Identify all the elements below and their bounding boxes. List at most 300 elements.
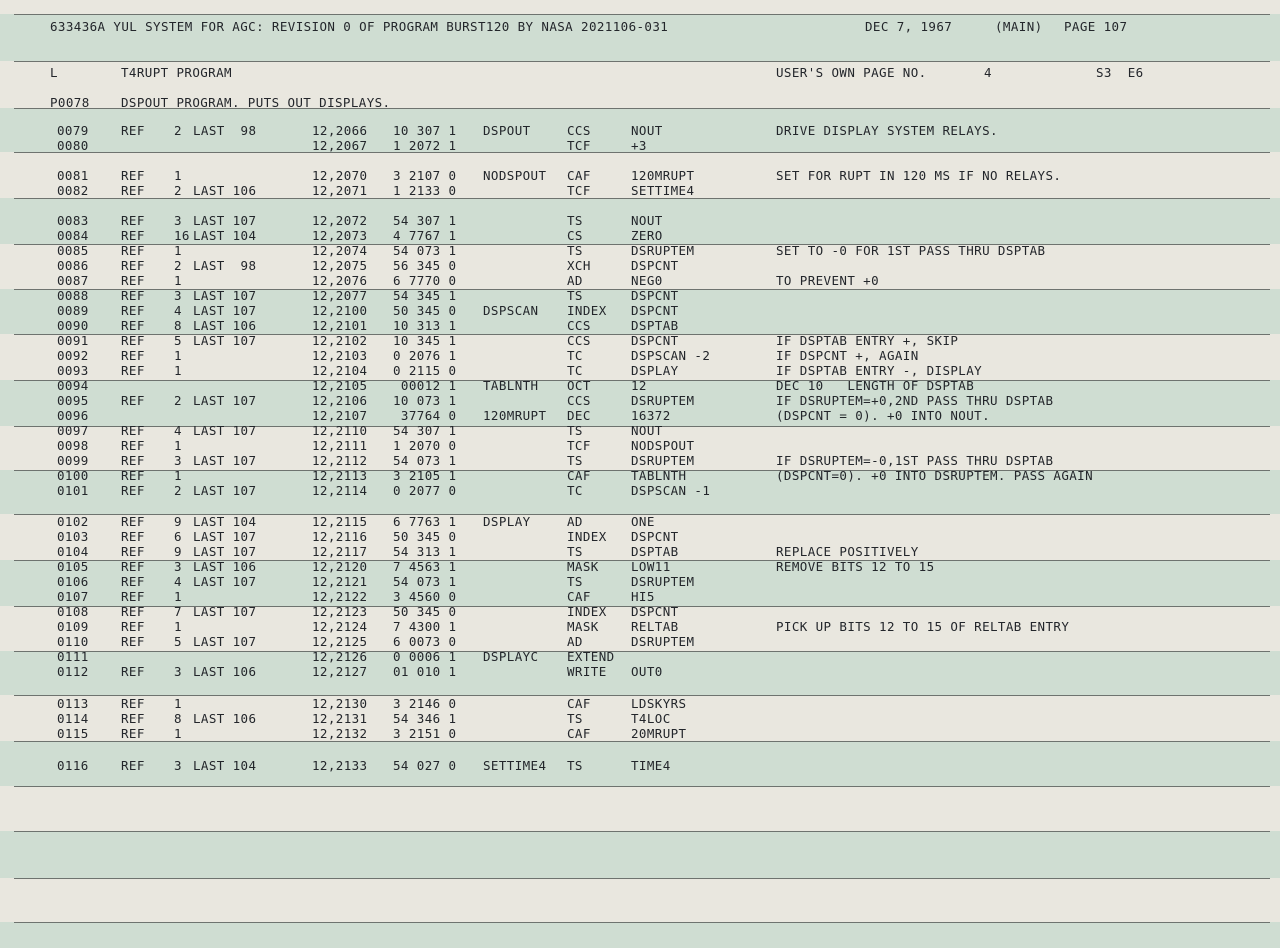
last-ref: LAST 107: [193, 288, 257, 303]
last-ref: LAST 106: [193, 559, 257, 574]
ref-keyword: REF: [121, 318, 145, 333]
ref-count: 4: [174, 423, 182, 438]
octal-word: 1 2072 1: [393, 138, 457, 153]
address: 12,2123: [312, 604, 368, 619]
ref-count: 7: [174, 604, 182, 619]
address: 12,2116: [312, 529, 368, 544]
operand: DSPSCAN -1: [631, 483, 711, 498]
comment: SET TO -0 FOR 1ST PASS THRU DSPTAB: [776, 243, 1046, 258]
opcode: TCF: [567, 138, 591, 153]
operand: NOUT: [631, 123, 663, 138]
line-number: 0116: [57, 758, 89, 773]
comment: DRIVE DISPLAY SYSTEM RELAYS.: [776, 123, 998, 138]
octal-word: 50 345 0: [393, 303, 457, 318]
octal-word: 37764 0: [393, 408, 457, 423]
last-ref: LAST 107: [193, 634, 257, 649]
ref-count: 3: [174, 213, 182, 228]
address: 12,2125: [312, 634, 368, 649]
line-number: 0090: [57, 318, 89, 333]
symbol-label: DSPLAY: [483, 514, 531, 529]
operand: NOUT: [631, 213, 663, 228]
octal-word: 54 073 1: [393, 574, 457, 589]
line-number: 0107: [57, 589, 89, 604]
comment: IF DSPTAB ENTRY +, SKIP: [776, 333, 959, 348]
ref-keyword: REF: [121, 589, 145, 604]
address: 12,2112: [312, 453, 368, 468]
line-number: 0106: [57, 574, 89, 589]
ref-count: 16: [174, 228, 190, 243]
opcode: TC: [567, 363, 583, 378]
operand: DSPCNT: [631, 529, 679, 544]
line-number: 0093: [57, 363, 89, 378]
opcode: CAF: [567, 726, 591, 741]
line-number: 0081: [57, 168, 89, 183]
opcode: AD: [567, 514, 583, 529]
octal-word: 54 313 1: [393, 544, 457, 559]
users-page-number: 4: [984, 65, 992, 80]
ref-keyword: REF: [121, 726, 145, 741]
address: 12,2131: [312, 711, 368, 726]
ref-keyword: REF: [121, 438, 145, 453]
address: 12,2105: [312, 378, 368, 393]
ref-count: 2: [174, 258, 182, 273]
opcode: TS: [567, 574, 583, 589]
symbol-label: TABLNTH: [483, 378, 539, 393]
ref-count: 1: [174, 468, 182, 483]
address: 12,2107: [312, 408, 368, 423]
last-ref: LAST 107: [193, 453, 257, 468]
ref-count: 1: [174, 726, 182, 741]
ref-count: 3: [174, 453, 182, 468]
ref-count: 4: [174, 574, 182, 589]
line-number: 0095: [57, 393, 89, 408]
operand: 120MRUPT: [631, 168, 695, 183]
operand: SETTIME4: [631, 183, 695, 198]
ref-count: 1: [174, 168, 182, 183]
operand: 12: [631, 378, 647, 393]
operand: DSPCNT: [631, 333, 679, 348]
line-number: 0110: [57, 634, 89, 649]
operand: NEG0: [631, 273, 663, 288]
page-number: PAGE 107: [1064, 19, 1128, 34]
line-number: 0084: [57, 228, 89, 243]
comment: IF DSRUPTEM=+0,2ND PASS THRU DSPTAB: [776, 393, 1054, 408]
last-ref: LAST 107: [193, 604, 257, 619]
octal-word: 1 2070 0: [393, 438, 457, 453]
operand: DSPTAB: [631, 544, 679, 559]
ref-keyword: REF: [121, 758, 145, 773]
line-number: 0083: [57, 213, 89, 228]
address: 12,2077: [312, 288, 368, 303]
last-ref: LAST 106: [193, 183, 257, 198]
ref-count: 4: [174, 303, 182, 318]
ref-count: 3: [174, 559, 182, 574]
operand: DSRUPTEM: [631, 574, 695, 589]
opcode: TS: [567, 711, 583, 726]
octal-word: 50 345 0: [393, 529, 457, 544]
address: 12,2127: [312, 664, 368, 679]
operand: DSRUPTEM: [631, 243, 695, 258]
opcode: TS: [567, 544, 583, 559]
ref-keyword: REF: [121, 243, 145, 258]
ref-count: 9: [174, 514, 182, 529]
opcode: TCF: [567, 183, 591, 198]
symbol-label: DSPLAYC: [483, 649, 539, 664]
line-number: 0109: [57, 619, 89, 634]
page-line-id: P0078: [50, 95, 90, 110]
line-number: 0088: [57, 288, 89, 303]
operand: DSRUPTEM: [631, 453, 695, 468]
last-ref: LAST 106: [193, 664, 257, 679]
line-number: 0101: [57, 483, 89, 498]
octal-word: 54 345 1: [393, 288, 457, 303]
line-number: 0091: [57, 333, 89, 348]
last-ref: LAST 106: [193, 318, 257, 333]
last-ref: LAST 104: [193, 228, 257, 243]
line-number: 0099: [57, 453, 89, 468]
last-ref: LAST 107: [193, 303, 257, 318]
listing-date: DEC 7, 1967: [865, 19, 953, 34]
address: 12,2133: [312, 758, 368, 773]
operand: DSRUPTEM: [631, 634, 695, 649]
comment: SET FOR RUPT IN 120 MS IF NO RELAYS.: [776, 168, 1062, 183]
opcode: TS: [567, 213, 583, 228]
line-number: 0112: [57, 664, 89, 679]
operand: +3: [631, 138, 647, 153]
octal-word: 54 307 1: [393, 213, 457, 228]
address: 12,2075: [312, 258, 368, 273]
opcode: CAF: [567, 589, 591, 604]
ref-count: 2: [174, 393, 182, 408]
address: 12,2073: [312, 228, 368, 243]
ref-count: 1: [174, 273, 182, 288]
octal-word: 10 345 1: [393, 333, 457, 348]
octal-word: 00012 1: [393, 378, 457, 393]
line-number: 0087: [57, 273, 89, 288]
ref-count: 5: [174, 634, 182, 649]
opcode: AD: [567, 273, 583, 288]
section-name: T4RUPT PROGRAM: [121, 65, 232, 80]
operand: DSPCNT: [631, 288, 679, 303]
ref-count: 3: [174, 288, 182, 303]
line-number: 0079: [57, 123, 89, 138]
opcode: MASK: [567, 559, 599, 574]
address: 12,2121: [312, 574, 368, 589]
octal-word: 10 313 1: [393, 318, 457, 333]
address: 12,2124: [312, 619, 368, 634]
listing-mode: (MAIN): [995, 19, 1043, 34]
ref-keyword: REF: [121, 468, 145, 483]
address: 12,2120: [312, 559, 368, 574]
ref-keyword: REF: [121, 288, 145, 303]
opcode: CAF: [567, 468, 591, 483]
ref-count: 1: [174, 348, 182, 363]
line-number: 0103: [57, 529, 89, 544]
address: 12,2072: [312, 213, 368, 228]
address: 12,2104: [312, 363, 368, 378]
opcode: CAF: [567, 168, 591, 183]
last-ref: LAST 107: [193, 483, 257, 498]
ref-count: 1: [174, 243, 182, 258]
last-ref: LAST 107: [193, 574, 257, 589]
octal-word: 10 307 1: [393, 123, 457, 138]
last-ref: LAST 106: [193, 711, 257, 726]
ref-keyword: REF: [121, 333, 145, 348]
symbol-label: 120MRUPT: [483, 408, 547, 423]
comment: (DSPCNT = 0). +0 INTO NOUT.: [776, 408, 990, 423]
ref-count: 2: [174, 183, 182, 198]
address: 12,2100: [312, 303, 368, 318]
ref-keyword: REF: [121, 393, 145, 408]
line-number: 0105: [57, 559, 89, 574]
last-ref: LAST 107: [193, 333, 257, 348]
operand: DSPSCAN -2: [631, 348, 711, 363]
ref-keyword: REF: [121, 711, 145, 726]
line-number: 0113: [57, 696, 89, 711]
opcode: TS: [567, 423, 583, 438]
ref-keyword: REF: [121, 303, 145, 318]
ref-count: 2: [174, 483, 182, 498]
opcode: TS: [567, 453, 583, 468]
operand: DSPCNT: [631, 303, 679, 318]
comment: IF DSPCNT +, AGAIN: [776, 348, 919, 363]
octal-word: 10 073 1: [393, 393, 457, 408]
last-ref: LAST 107: [193, 213, 257, 228]
octal-word: 54 346 1: [393, 711, 457, 726]
octal-word: 7 4300 1: [393, 619, 457, 634]
symbol-label: NODSPOUT: [483, 168, 547, 183]
operand: DSPCNT: [631, 604, 679, 619]
operand: TABLNTH: [631, 468, 687, 483]
comment: DEC 10 LENGTH OF DSPTAB: [776, 378, 975, 393]
opcode: TC: [567, 483, 583, 498]
opcode: CCS: [567, 393, 591, 408]
ref-keyword: REF: [121, 604, 145, 619]
last-ref: LAST 98: [193, 123, 257, 138]
line-number: 0111: [57, 649, 89, 664]
last-ref: LAST 104: [193, 514, 257, 529]
symbol-label: DSPOUT: [483, 123, 531, 138]
ref-keyword: REF: [121, 544, 145, 559]
listing-title: 633436A YUL SYSTEM FOR AGC: REVISION 0 OF PROGRAM BURST120 BY NASA 2021106-031: [50, 19, 669, 34]
address: 12,2110: [312, 423, 368, 438]
last-ref: LAST 107: [193, 393, 257, 408]
opcode: INDEX: [567, 303, 607, 318]
octal-word: 54 027 0: [393, 758, 457, 773]
page-line-text: DSPOUT PROGRAM. PUTS OUT DISPLAYS.: [121, 95, 391, 110]
address: 12,2102: [312, 333, 368, 348]
opcode: EXTEND: [567, 649, 615, 664]
opcode: CCS: [567, 318, 591, 333]
octal-word: 54 307 1: [393, 423, 457, 438]
ref-keyword: REF: [121, 213, 145, 228]
opcode: MASK: [567, 619, 599, 634]
operand: LDSKYRS: [631, 696, 687, 711]
opcode: DEC: [567, 408, 591, 423]
operand: TIME4: [631, 758, 671, 773]
operand: DSPLAY: [631, 363, 679, 378]
ref-keyword: REF: [121, 514, 145, 529]
octal-word: 4 7767 1: [393, 228, 457, 243]
opcode: CAF: [567, 696, 591, 711]
ref-keyword: REF: [121, 559, 145, 574]
last-ref: LAST 107: [193, 544, 257, 559]
line-number: 0108: [57, 604, 89, 619]
address: 12,2071: [312, 183, 368, 198]
ref-keyword: REF: [121, 168, 145, 183]
address: 12,2122: [312, 589, 368, 604]
ref-count: 1: [174, 696, 182, 711]
address: 12,2126: [312, 649, 368, 664]
line-number: 0098: [57, 438, 89, 453]
octal-word: 0 2077 0: [393, 483, 457, 498]
ref-count: 8: [174, 318, 182, 333]
octal-word: 0 2115 0: [393, 363, 457, 378]
opcode: CCS: [567, 333, 591, 348]
octal-word: 6 0073 0: [393, 634, 457, 649]
ref-keyword: REF: [121, 634, 145, 649]
octal-word: 3 2105 1: [393, 468, 457, 483]
opcode: INDEX: [567, 604, 607, 619]
opcode: TC: [567, 348, 583, 363]
operand: NODSPOUT: [631, 438, 695, 453]
ref-keyword: REF: [121, 348, 145, 363]
operand: LOW11: [631, 559, 671, 574]
comment: IF DSPTAB ENTRY -, DISPLAY: [776, 363, 983, 378]
comment: REMOVE BITS 12 TO 15: [776, 559, 935, 574]
line-number: 0082: [57, 183, 89, 198]
line-number: 0094: [57, 378, 89, 393]
address: 12,2106: [312, 393, 368, 408]
operand: OUT0: [631, 664, 663, 679]
ref-keyword: REF: [121, 483, 145, 498]
line-number: 0080: [57, 138, 89, 153]
ref-count: 3: [174, 758, 182, 773]
octal-word: 3 4560 0: [393, 589, 457, 604]
symbol-label: DSPSCAN: [483, 303, 539, 318]
line-number: 0089: [57, 303, 89, 318]
line-number: 0092: [57, 348, 89, 363]
octal-word: 3 2146 0: [393, 696, 457, 711]
ref-keyword: REF: [121, 363, 145, 378]
opcode: TS: [567, 243, 583, 258]
opcode: CCS: [567, 123, 591, 138]
opcode: WRITE: [567, 664, 607, 679]
address: 12,2117: [312, 544, 368, 559]
octal-word: 1 2133 0: [393, 183, 457, 198]
last-ref: LAST 107: [193, 529, 257, 544]
ref-count: 5: [174, 333, 182, 348]
octal-word: 6 7770 0: [393, 273, 457, 288]
last-ref: LAST 107: [193, 423, 257, 438]
address: 12,2114: [312, 483, 368, 498]
ref-count: 9: [174, 544, 182, 559]
operand: 20MRUPT: [631, 726, 687, 741]
operand: 16372: [631, 408, 671, 423]
operand: RELTAB: [631, 619, 679, 634]
octal-word: 56 345 0: [393, 258, 457, 273]
address: 12,2113: [312, 468, 368, 483]
line-number: 0104: [57, 544, 89, 559]
line-number: 0097: [57, 423, 89, 438]
opcode: AD: [567, 634, 583, 649]
line-number: 0100: [57, 468, 89, 483]
line-number: 0086: [57, 258, 89, 273]
comment: TO PREVENT +0: [776, 273, 880, 288]
ref-keyword: REF: [121, 423, 145, 438]
comment: REPLACE POSITIVELY: [776, 544, 919, 559]
ref-keyword: REF: [121, 123, 145, 138]
ref-keyword: REF: [121, 696, 145, 711]
symbol-label: SETTIME4: [483, 758, 547, 773]
opcode: OCT: [567, 378, 591, 393]
ref-keyword: REF: [121, 273, 145, 288]
line-number: 0114: [57, 711, 89, 726]
ref-keyword: REF: [121, 529, 145, 544]
opcode: XCH: [567, 258, 591, 273]
line-number: 0096: [57, 408, 89, 423]
address: 12,2074: [312, 243, 368, 258]
octal-word: 3 2107 0: [393, 168, 457, 183]
operand: DSRUPTEM: [631, 393, 695, 408]
operand: HI5: [631, 589, 655, 604]
address: 12,2103: [312, 348, 368, 363]
ref-count: 3: [174, 664, 182, 679]
ref-count: 1: [174, 363, 182, 378]
address: 12,2101: [312, 318, 368, 333]
opcode: INDEX: [567, 529, 607, 544]
opcode: CS: [567, 228, 583, 243]
ref-count: 1: [174, 438, 182, 453]
operand: ONE: [631, 514, 655, 529]
opcode: TS: [567, 758, 583, 773]
address: 12,2130: [312, 696, 368, 711]
octal-word: 54 073 1: [393, 243, 457, 258]
users-page-label: USER'S OWN PAGE NO.: [776, 65, 927, 80]
ref-keyword: REF: [121, 664, 145, 679]
address: 12,2111: [312, 438, 368, 453]
operand: DSPTAB: [631, 318, 679, 333]
opcode: TS: [567, 288, 583, 303]
comment: (DSPCNT=0). +0 INTO DSRUPTEM. PASS AGAIN: [776, 468, 1094, 483]
address: 12,2070: [312, 168, 368, 183]
operand: NOUT: [631, 423, 663, 438]
address: 12,2076: [312, 273, 368, 288]
ref-count: 6: [174, 529, 182, 544]
octal-word: 3 2151 0: [393, 726, 457, 741]
address: 12,2115: [312, 514, 368, 529]
operand: T4LOC: [631, 711, 671, 726]
octal-word: 54 073 1: [393, 453, 457, 468]
octal-word: 7 4563 1: [393, 559, 457, 574]
last-ref: LAST 104: [193, 758, 257, 773]
operand: DSPCNT: [631, 258, 679, 273]
log-marker: L: [50, 65, 58, 80]
ref-keyword: REF: [121, 258, 145, 273]
line-number: 0085: [57, 243, 89, 258]
sheet-code: S3 E6: [1096, 65, 1144, 80]
address: 12,2132: [312, 726, 368, 741]
address: 12,2067: [312, 138, 368, 153]
ref-count: 8: [174, 711, 182, 726]
operand: ZERO: [631, 228, 663, 243]
opcode: TCF: [567, 438, 591, 453]
ref-keyword: REF: [121, 228, 145, 243]
ref-keyword: REF: [121, 619, 145, 634]
ref-count: 1: [174, 589, 182, 604]
address: 12,2066: [312, 123, 368, 138]
ref-keyword: REF: [121, 574, 145, 589]
